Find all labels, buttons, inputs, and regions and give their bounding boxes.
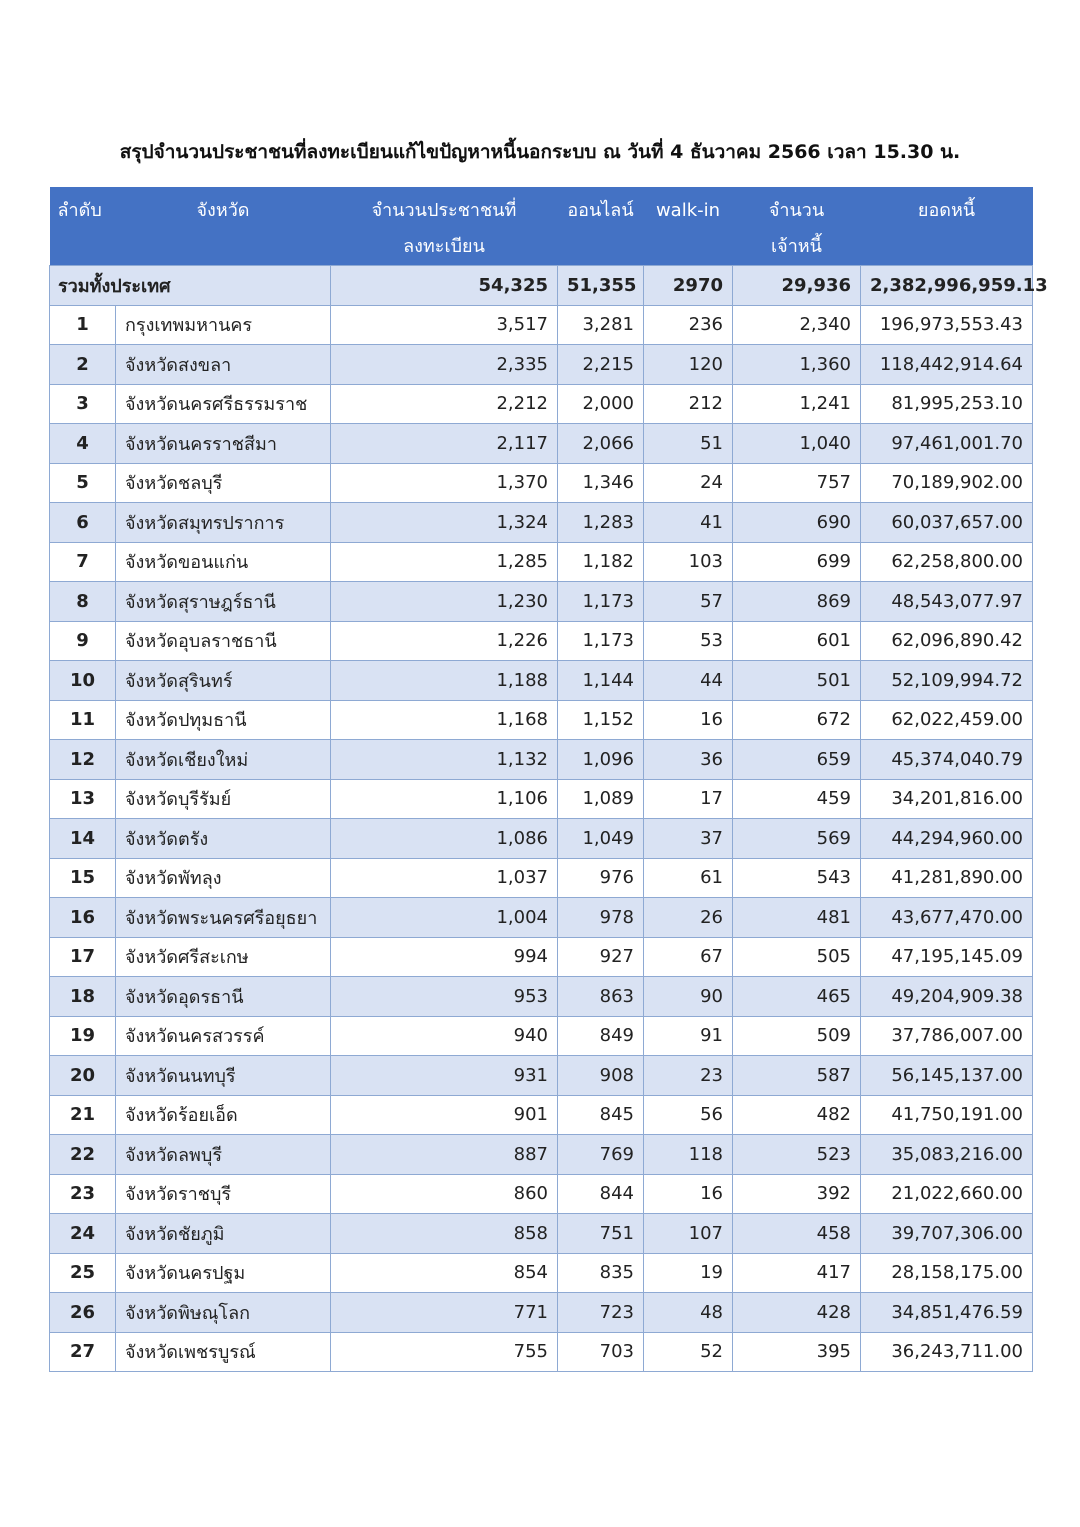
row-registered: 1,132: [331, 740, 558, 780]
row-walkin: 19: [644, 1253, 733, 1293]
row-online: 1,152: [558, 700, 644, 740]
row-index: 13: [50, 779, 116, 819]
row-debt: 97,461,001.70: [861, 424, 1033, 464]
row-online: 908: [558, 1056, 644, 1096]
row-walkin: 51: [644, 424, 733, 464]
row-province: จังหวัดราชบุรี: [116, 1174, 331, 1214]
total-debt: 2,382,996,959.13: [861, 266, 1033, 306]
row-province: กรุงเทพมหานคร: [116, 305, 331, 345]
row-creditors: 1,360: [733, 345, 861, 385]
row-index: 1: [50, 305, 116, 345]
row-index: 17: [50, 937, 116, 977]
row-registered: 1,370: [331, 463, 558, 503]
row-province: จังหวัดนครศรีธรรมราช: [116, 384, 331, 424]
table-row: [50, 1332, 1033, 1372]
row-creditors: 1,040: [733, 424, 861, 464]
row-walkin: 36: [644, 740, 733, 780]
row-province: จังหวัดชลบุรี: [116, 463, 331, 503]
header-walkin: walk-in: [644, 187, 733, 266]
table-row: [50, 937, 1033, 977]
row-index: 25: [50, 1253, 116, 1293]
header-row: [50, 187, 1033, 266]
row-online: 1,283: [558, 503, 644, 543]
row-creditors: 543: [733, 858, 861, 898]
table-row: [50, 1174, 1033, 1214]
row-creditors: 509: [733, 1016, 861, 1056]
row-debt: 48,543,077.97: [861, 582, 1033, 622]
row-debt: 37,786,007.00: [861, 1016, 1033, 1056]
row-debt: 56,145,137.00: [861, 1056, 1033, 1096]
row-province: จังหวัดบุรีรัมย์: [116, 779, 331, 819]
page-title: สรุปจำนวนประชาชนที่ลงทะเบียนแก้ไขปัญหาหนี้นอกระบบ ณ วันที่ 4 ธันวาคม 2566 เวลา 15.30 น.: [119, 141, 961, 163]
table-row: [50, 463, 1033, 503]
row-registered: 860: [331, 1174, 558, 1214]
table-row: [50, 1293, 1033, 1333]
row-online: 849: [558, 1016, 644, 1056]
row-online: 2,000: [558, 384, 644, 424]
row-registered: 2,212: [331, 384, 558, 424]
row-registered: 994: [331, 937, 558, 977]
row-debt: 62,096,890.42: [861, 621, 1033, 661]
row-registered: 2,117: [331, 424, 558, 464]
table-row: [50, 384, 1033, 424]
row-index: 9: [50, 621, 116, 661]
row-creditors: 757: [733, 463, 861, 503]
row-creditors: 587: [733, 1056, 861, 1096]
row-province: จังหวัดนครสวรรค์: [116, 1016, 331, 1056]
row-registered: 858: [331, 1214, 558, 1254]
row-index: 14: [50, 819, 116, 859]
row-index: 5: [50, 463, 116, 503]
table-row: [50, 819, 1033, 859]
row-debt: 60,037,657.00: [861, 503, 1033, 543]
row-debt: 39,707,306.00: [861, 1214, 1033, 1254]
table-row: [50, 661, 1033, 701]
row-index: 3: [50, 384, 116, 424]
row-province: จังหวัดพระนครศรีอยุธยา: [116, 898, 331, 938]
row-online: 835: [558, 1253, 644, 1293]
row-province: จังหวัดอุบลราชธานี: [116, 621, 331, 661]
row-debt: 21,022,660.00: [861, 1174, 1033, 1214]
header-online: ออนไลน์: [558, 187, 644, 266]
table-row: [50, 305, 1033, 345]
row-debt: 41,750,191.00: [861, 1095, 1033, 1135]
row-province: จังหวัดสุรินทร์: [116, 661, 331, 701]
row-debt: 81,995,253.10: [861, 384, 1033, 424]
row-registered: 755: [331, 1332, 558, 1372]
row-online: 844: [558, 1174, 644, 1214]
table-row: [50, 1056, 1033, 1096]
header-debt: ยอดหนี้: [861, 187, 1033, 266]
row-walkin: 90: [644, 977, 733, 1017]
row-debt: 43,677,470.00: [861, 898, 1033, 938]
row-province: จังหวัดร้อยเอ็ด: [116, 1095, 331, 1135]
table-row: [50, 1095, 1033, 1135]
row-debt: 47,195,145.09: [861, 937, 1033, 977]
row-creditors: 481: [733, 898, 861, 938]
row-creditors: 869: [733, 582, 861, 622]
table-row: [50, 542, 1033, 582]
row-registered: 3,517: [331, 305, 558, 345]
table-row: [50, 779, 1033, 819]
row-walkin: 17: [644, 779, 733, 819]
row-index: 18: [50, 977, 116, 1017]
row-online: 863: [558, 977, 644, 1017]
row-index: 4: [50, 424, 116, 464]
row-walkin: 53: [644, 621, 733, 661]
row-registered: 953: [331, 977, 558, 1017]
row-province: จังหวัดสมุทรปราการ: [116, 503, 331, 543]
row-province: จังหวัดศรีสะเกษ: [116, 937, 331, 977]
row-creditors: 428: [733, 1293, 861, 1333]
row-online: 2,215: [558, 345, 644, 385]
row-index: 23: [50, 1174, 116, 1214]
row-debt: 62,258,800.00: [861, 542, 1033, 582]
row-creditors: 672: [733, 700, 861, 740]
table-row: [50, 858, 1033, 898]
row-online: 976: [558, 858, 644, 898]
row-debt: 34,201,816.00: [861, 779, 1033, 819]
row-province: จังหวัดอุดรธานี: [116, 977, 331, 1017]
row-walkin: 26: [644, 898, 733, 938]
row-creditors: 601: [733, 621, 861, 661]
header-index: ลำดับ: [50, 187, 116, 266]
row-debt: 34,851,476.59: [861, 1293, 1033, 1333]
row-province: จังหวัดนนทบุรี: [116, 1056, 331, 1096]
row-registered: 1,037: [331, 858, 558, 898]
row-debt: 36,243,711.00: [861, 1332, 1033, 1372]
row-online: 1,346: [558, 463, 644, 503]
row-walkin: 37: [644, 819, 733, 859]
header-registered-line1: จำนวนประชาชนที่: [371, 200, 517, 221]
row-online: 1,173: [558, 582, 644, 622]
row-index: 15: [50, 858, 116, 898]
row-walkin: 61: [644, 858, 733, 898]
row-registered: 771: [331, 1293, 558, 1333]
row-registered: 1,188: [331, 661, 558, 701]
row-registered: 2,335: [331, 345, 558, 385]
row-walkin: 48: [644, 1293, 733, 1333]
table-row: [50, 582, 1033, 622]
row-province: จังหวัดปทุมธานี: [116, 700, 331, 740]
row-registered: 1,230: [331, 582, 558, 622]
row-province: จังหวัดสงขลา: [116, 345, 331, 385]
row-walkin: 118: [644, 1135, 733, 1175]
row-registered: 1,324: [331, 503, 558, 543]
row-online: 1,049: [558, 819, 644, 859]
row-province: จังหวัดขอนแก่น: [116, 542, 331, 582]
row-walkin: 41: [644, 503, 733, 543]
row-online: 769: [558, 1135, 644, 1175]
row-creditors: 459: [733, 779, 861, 819]
row-index: 22: [50, 1135, 116, 1175]
row-registered: 901: [331, 1095, 558, 1135]
row-walkin: 24: [644, 463, 733, 503]
row-debt: 70,189,902.00: [861, 463, 1033, 503]
row-index: 11: [50, 700, 116, 740]
header-creditors-line1: จำนวน: [768, 200, 825, 221]
row-debt: 52,109,994.72: [861, 661, 1033, 701]
row-creditors: 659: [733, 740, 861, 780]
row-index: 26: [50, 1293, 116, 1333]
row-walkin: 44: [644, 661, 733, 701]
row-registered: 1,226: [331, 621, 558, 661]
table-row: [50, 621, 1033, 661]
row-index: 24: [50, 1214, 116, 1254]
row-online: 978: [558, 898, 644, 938]
table-row: [50, 1135, 1033, 1175]
row-registered: 1,086: [331, 819, 558, 859]
row-walkin: 120: [644, 345, 733, 385]
row-walkin: 67: [644, 937, 733, 977]
row-debt: 28,158,175.00: [861, 1253, 1033, 1293]
row-index: 7: [50, 542, 116, 582]
row-index: 8: [50, 582, 116, 622]
row-index: 19: [50, 1016, 116, 1056]
row-index: 12: [50, 740, 116, 780]
row-walkin: 91: [644, 1016, 733, 1056]
row-walkin: 52: [644, 1332, 733, 1372]
table-row: [50, 700, 1033, 740]
row-creditors: 569: [733, 819, 861, 859]
row-debt: 44,294,960.00: [861, 819, 1033, 859]
row-debt: 118,442,914.64: [861, 345, 1033, 385]
row-walkin: 212: [644, 384, 733, 424]
total-online: 51,355: [558, 266, 644, 306]
row-creditors: 465: [733, 977, 861, 1017]
row-index: 20: [50, 1056, 116, 1096]
header-province: จังหวัด: [116, 187, 331, 266]
row-walkin: 57: [644, 582, 733, 622]
row-index: 2: [50, 345, 116, 385]
row-province: จังหวัดชัยภูมิ: [116, 1214, 331, 1254]
row-walkin: 16: [644, 700, 733, 740]
row-walkin: 103: [644, 542, 733, 582]
row-online: 2,066: [558, 424, 644, 464]
row-province: จังหวัดตรัง: [116, 819, 331, 859]
row-online: 1,096: [558, 740, 644, 780]
row-province: จังหวัดลพบุรี: [116, 1135, 331, 1175]
row-online: 1,182: [558, 542, 644, 582]
header-registered-line2: ลงทะเบียน: [403, 236, 485, 257]
registration-summary-table: [49, 187, 1048, 1372]
total-creditors: 29,936: [733, 266, 861, 306]
row-debt: 35,083,216.00: [861, 1135, 1033, 1175]
row-online: 723: [558, 1293, 644, 1333]
row-online: 927: [558, 937, 644, 977]
row-province: จังหวัดพัทลุง: [116, 858, 331, 898]
table-row: [50, 1016, 1033, 1056]
row-creditors: 392: [733, 1174, 861, 1214]
row-online: 1,089: [558, 779, 644, 819]
row-creditors: 2,340: [733, 305, 861, 345]
row-registered: 1,004: [331, 898, 558, 938]
total-walkin: 2970: [644, 266, 733, 306]
total-registered: 54,325: [331, 266, 558, 306]
row-index: 21: [50, 1095, 116, 1135]
row-online: 703: [558, 1332, 644, 1372]
row-index: 27: [50, 1332, 116, 1372]
row-creditors: 395: [733, 1332, 861, 1372]
row-debt: 41,281,890.00: [861, 858, 1033, 898]
row-creditors: 690: [733, 503, 861, 543]
header-creditors: [733, 187, 861, 266]
row-index: 6: [50, 503, 116, 543]
row-online: 751: [558, 1214, 644, 1254]
row-creditors: 523: [733, 1135, 861, 1175]
row-online: 3,281: [558, 305, 644, 345]
row-creditors: 458: [733, 1214, 861, 1254]
row-walkin: 16: [644, 1174, 733, 1214]
row-registered: 940: [331, 1016, 558, 1056]
row-debt: 45,374,040.79: [861, 740, 1033, 780]
row-creditors: 505: [733, 937, 861, 977]
row-creditors: 1,241: [733, 384, 861, 424]
row-walkin: 23: [644, 1056, 733, 1096]
row-debt: 62,022,459.00: [861, 700, 1033, 740]
row-registered: 1,106: [331, 779, 558, 819]
row-province: จังหวัดพิษณุโลก: [116, 1293, 331, 1333]
table-row: [50, 1253, 1033, 1293]
header-registered: [331, 187, 558, 266]
row-province: จังหวัดนครปฐม: [116, 1253, 331, 1293]
row-creditors: 417: [733, 1253, 861, 1293]
table-row: [50, 424, 1033, 464]
row-registered: 887: [331, 1135, 558, 1175]
row-index: 10: [50, 661, 116, 701]
row-walkin: 236: [644, 305, 733, 345]
row-online: 845: [558, 1095, 644, 1135]
total-row: [50, 266, 1033, 306]
row-creditors: 699: [733, 542, 861, 582]
row-walkin: 107: [644, 1214, 733, 1254]
row-registered: 854: [331, 1253, 558, 1293]
table-row: [50, 740, 1033, 780]
header-creditors-line2: เจ้าหนี้: [771, 236, 822, 257]
row-online: 1,144: [558, 661, 644, 701]
table-row: [50, 1214, 1033, 1254]
row-debt: 49,204,909.38: [861, 977, 1033, 1017]
table-row: [50, 503, 1033, 543]
row-registered: 931: [331, 1056, 558, 1096]
row-province: จังหวัดสุราษฎร์ธานี: [116, 582, 331, 622]
total-label: รวมทั้งประเทศ: [50, 266, 331, 306]
row-province: จังหวัดนครราชสีมา: [116, 424, 331, 464]
table-row: [50, 345, 1033, 385]
row-index: 16: [50, 898, 116, 938]
row-debt: 196,973,553.43: [861, 305, 1033, 345]
row-walkin: 56: [644, 1095, 733, 1135]
row-province: จังหวัดเชียงใหม่: [116, 740, 331, 780]
row-province: จังหวัดเพชรบูรณ์: [116, 1332, 331, 1372]
row-registered: 1,285: [331, 542, 558, 582]
table-row: [50, 977, 1033, 1017]
row-registered: 1,168: [331, 700, 558, 740]
row-creditors: 501: [733, 661, 861, 701]
row-creditors: 482: [733, 1095, 861, 1135]
row-online: 1,173: [558, 621, 644, 661]
table-row: [50, 898, 1033, 938]
